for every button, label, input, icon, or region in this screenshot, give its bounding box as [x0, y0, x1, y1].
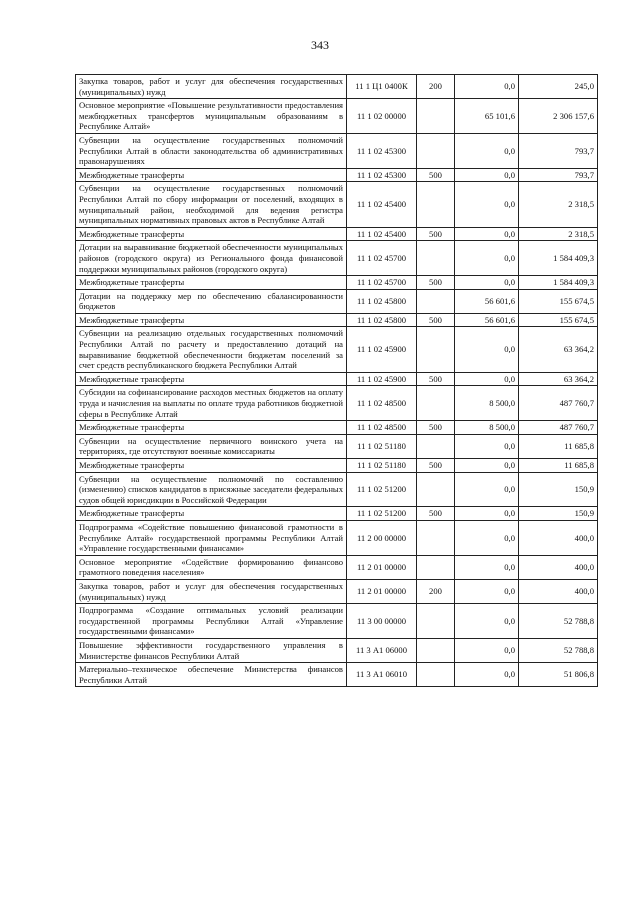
expense-type-cell — [417, 99, 455, 134]
amount-1-cell: 0,0 — [455, 638, 519, 662]
amount-2-cell: 2 318,5 — [519, 182, 598, 227]
target-code-cell: 11 1 02 45300 — [347, 168, 417, 182]
expense-type-cell: 500 — [417, 421, 455, 435]
amount-1-cell: 65 101,6 — [455, 99, 519, 134]
amount-1-cell: 0,0 — [455, 75, 519, 99]
page-number: 343 — [311, 38, 329, 52]
table-row — [76, 472, 598, 507]
expense-type-cell — [417, 182, 455, 227]
target-code-cell: 11 1 02 45300 — [347, 133, 417, 168]
amount-2-cell: 150,9 — [519, 507, 598, 521]
table-row — [76, 520, 598, 555]
amount-1-cell: 56 601,6 — [455, 289, 519, 313]
expense-name-cell: Межбюджетные трансферты — [76, 168, 347, 182]
amount-2-cell: 155 674,5 — [519, 289, 598, 313]
target-code-cell: 11 1 02 00000 — [347, 99, 417, 134]
table-row — [76, 168, 598, 182]
table-row — [76, 289, 598, 313]
amount-1-cell: 0,0 — [455, 133, 519, 168]
amount-2-cell: 487 760,7 — [519, 421, 598, 435]
amount-1-cell: 0,0 — [455, 604, 519, 639]
target-code-cell: 11 3 А1 06000 — [347, 638, 417, 662]
table-row — [76, 638, 598, 662]
expense-name-cell: Дотации на выравнивание бюджетной обеспеченности муниципальных районов (городского округа) из Регионального фонда финансовой поддержки муниципальных районов (городского округа) — [76, 241, 347, 276]
expense-type-cell: 200 — [417, 579, 455, 603]
table-row — [76, 386, 598, 421]
expense-type-cell — [417, 241, 455, 276]
target-code-cell: 11 1 02 48500 — [347, 386, 417, 421]
target-code-cell: 11 1 02 45800 — [347, 313, 417, 327]
target-code-cell: 11 3 А1 06010 — [347, 663, 417, 687]
amount-2-cell: 2 306 157,6 — [519, 99, 598, 134]
expense-type-cell — [417, 663, 455, 687]
expense-name-cell: Межбюджетные трансферты — [76, 372, 347, 386]
expense-type-cell — [417, 555, 455, 579]
table-row — [76, 421, 598, 435]
target-code-cell: 11 1 02 45800 — [347, 289, 417, 313]
expense-type-cell — [417, 472, 455, 507]
amount-1-cell: 0,0 — [455, 507, 519, 521]
target-code-cell: 11 1 Ц1 0400К — [347, 75, 417, 99]
target-code-cell: 11 2 01 00000 — [347, 555, 417, 579]
amount-1-cell: 0,0 — [455, 241, 519, 276]
target-code-cell: 11 1 02 45700 — [347, 241, 417, 276]
table-row — [76, 579, 598, 603]
expense-name-cell: Основное мероприятие «Повышение результативности предоставления межбюджетных трансфертов муниципальным образованиям в Республике Алтай» — [76, 99, 347, 134]
budget-table — [75, 74, 598, 687]
expense-name-cell: Межбюджетные трансферты — [76, 276, 347, 290]
expense-name-cell: Межбюджетные трансферты — [76, 227, 347, 241]
amount-2-cell: 155 674,5 — [519, 313, 598, 327]
amount-2-cell: 400,0 — [519, 579, 598, 603]
amount-1-cell: 0,0 — [455, 459, 519, 473]
amount-2-cell: 52 788,8 — [519, 638, 598, 662]
expense-type-cell — [417, 520, 455, 555]
expense-type-cell — [417, 133, 455, 168]
amount-1-cell: 0,0 — [455, 434, 519, 458]
expense-name-cell: Закупка товаров, работ и услуг для обеспечения государственных (муниципальных) нужд — [76, 579, 347, 603]
target-code-cell: 11 1 02 45400 — [347, 182, 417, 227]
amount-2-cell: 793,7 — [519, 168, 598, 182]
expense-name-cell: Межбюджетные трансферты — [76, 313, 347, 327]
amount-1-cell: 0,0 — [455, 168, 519, 182]
amount-2-cell: 400,0 — [519, 520, 598, 555]
expense-type-cell: 500 — [417, 276, 455, 290]
amount-2-cell: 400,0 — [519, 555, 598, 579]
amount-1-cell: 0,0 — [455, 472, 519, 507]
amount-2-cell: 487 760,7 — [519, 386, 598, 421]
amount-1-cell: 0,0 — [455, 276, 519, 290]
amount-2-cell: 245,0 — [519, 75, 598, 99]
amount-1-cell: 0,0 — [455, 182, 519, 227]
expense-type-cell — [417, 434, 455, 458]
table-row — [76, 327, 598, 372]
expense-name-cell: Субвенции на осуществление первичного воинского учета на территориях, где отсутствуют военные комиссариаты — [76, 434, 347, 458]
target-code-cell: 11 1 02 51180 — [347, 459, 417, 473]
table-row — [76, 507, 598, 521]
expense-name-cell: Подпрограмма «Содействие повышению финансовой грамотности в Республике Алтай» государственной программы Республики Алтай «Управление государственными финансами» — [76, 520, 347, 555]
amount-1-cell: 8 500,0 — [455, 386, 519, 421]
expense-name-cell: Межбюджетные трансферты — [76, 459, 347, 473]
table-row — [76, 459, 598, 473]
expense-type-cell: 500 — [417, 227, 455, 241]
expense-type-cell: 500 — [417, 459, 455, 473]
amount-1-cell: 0,0 — [455, 579, 519, 603]
table-row — [76, 182, 598, 227]
expense-name-cell: Основное мероприятие «Содействие формированию финансово грамотного поведения населения» — [76, 555, 347, 579]
table-row — [76, 99, 598, 134]
amount-2-cell: 11 685,8 — [519, 459, 598, 473]
amount-2-cell: 63 364,2 — [519, 372, 598, 386]
table-row — [76, 555, 598, 579]
amount-2-cell: 150,9 — [519, 472, 598, 507]
table-row — [76, 313, 598, 327]
expense-name-cell: Межбюджетные трансферты — [76, 421, 347, 435]
amount-2-cell: 11 685,8 — [519, 434, 598, 458]
expense-type-cell — [417, 327, 455, 372]
table-row — [76, 663, 598, 687]
target-code-cell: 11 1 02 48500 — [347, 421, 417, 435]
expense-type-cell — [417, 604, 455, 639]
expense-name-cell: Субвенции на осуществление полномочий по составлению (изменению) списков кандидатов в присяжные заседатели федеральных судов общей юрисдикции в Российской Федерации — [76, 472, 347, 507]
target-code-cell: 11 1 02 45400 — [347, 227, 417, 241]
table-row — [76, 133, 598, 168]
amount-1-cell: 8 500,0 — [455, 421, 519, 435]
amount-2-cell: 63 364,2 — [519, 327, 598, 372]
target-code-cell: 11 1 02 51200 — [347, 472, 417, 507]
expense-name-cell: Дотации на поддержку мер по обеспечению сбалансированности бюджетов — [76, 289, 347, 313]
amount-1-cell: 0,0 — [455, 663, 519, 687]
expense-type-cell — [417, 289, 455, 313]
expense-type-cell — [417, 386, 455, 421]
expense-name-cell: Субвенции на реализацию отдельных государственных полномочий Республики Алтай по расчету и предоставлению дотаций на выравнивание бюджетной обеспеченности бюджетам поселений за счет средств республиканского бюджета Республики Алтай — [76, 327, 347, 372]
amount-2-cell: 52 788,8 — [519, 604, 598, 639]
table-row — [76, 241, 598, 276]
budget-table-body — [76, 75, 598, 687]
target-code-cell: 11 1 02 51200 — [347, 507, 417, 521]
table-row — [76, 434, 598, 458]
target-code-cell: 11 1 02 51180 — [347, 434, 417, 458]
amount-1-cell: 0,0 — [455, 327, 519, 372]
table-row — [76, 604, 598, 639]
table-row — [76, 372, 598, 386]
target-code-cell: 11 1 02 45700 — [347, 276, 417, 290]
amount-1-cell: 0,0 — [455, 520, 519, 555]
table-row — [76, 227, 598, 241]
expense-name-cell: Закупка товаров, работ и услуг для обеспечения государственных (муниципальных) нужд — [76, 75, 347, 99]
expense-type-cell: 500 — [417, 313, 455, 327]
expense-type-cell: 500 — [417, 372, 455, 386]
expense-name-cell: Подпрограмма «Создание оптимальных условий реализации государственной программы Республики Алтай «Управление государственными финансами» — [76, 604, 347, 639]
table-row — [76, 276, 598, 290]
expense-name-cell: Материально–техническое обеспечение Министерства финансов Республики Алтай — [76, 663, 347, 687]
amount-1-cell: 0,0 — [455, 555, 519, 579]
expense-type-cell: 200 — [417, 75, 455, 99]
amount-1-cell: 0,0 — [455, 372, 519, 386]
expense-name-cell: Субвенции на осуществление государственных полномочий Республики Алтай по сбору информации от поселений, входящих в муниципальный район, необходимой для ведения регистра муниципальных нормативных правовых актов в Республике Алтай — [76, 182, 347, 227]
expense-type-cell — [417, 638, 455, 662]
amount-2-cell: 1 584 409,3 — [519, 276, 598, 290]
expense-name-cell: Субвенции на осуществление государственных полномочий Республики Алтай в области законодательства об административных правонарушениях — [76, 133, 347, 168]
amount-1-cell: 0,0 — [455, 227, 519, 241]
target-code-cell: 11 3 00 00000 — [347, 604, 417, 639]
expense-name-cell: Межбюджетные трансферты — [76, 507, 347, 521]
amount-1-cell: 56 601,6 — [455, 313, 519, 327]
amount-2-cell: 51 806,8 — [519, 663, 598, 687]
target-code-cell: 11 1 02 45900 — [347, 372, 417, 386]
amount-2-cell: 2 318,5 — [519, 227, 598, 241]
amount-2-cell: 793,7 — [519, 133, 598, 168]
amount-2-cell: 1 584 409,3 — [519, 241, 598, 276]
expense-name-cell: Субсидии на софинансирование расходов местных бюджетов на оплату труда и начисления на выплаты по оплате труда работников бюджетной сферы в Республике Алтай — [76, 386, 347, 421]
target-code-cell: 11 2 01 00000 — [347, 579, 417, 603]
table-row — [76, 75, 598, 99]
target-code-cell: 11 2 00 00000 — [347, 520, 417, 555]
expense-type-cell: 500 — [417, 168, 455, 182]
expense-name-cell: Повышение эффективности государственного управления в Министерстве финансов Республики Алтай — [76, 638, 347, 662]
expense-type-cell: 500 — [417, 507, 455, 521]
target-code-cell: 11 1 02 45900 — [347, 327, 417, 372]
